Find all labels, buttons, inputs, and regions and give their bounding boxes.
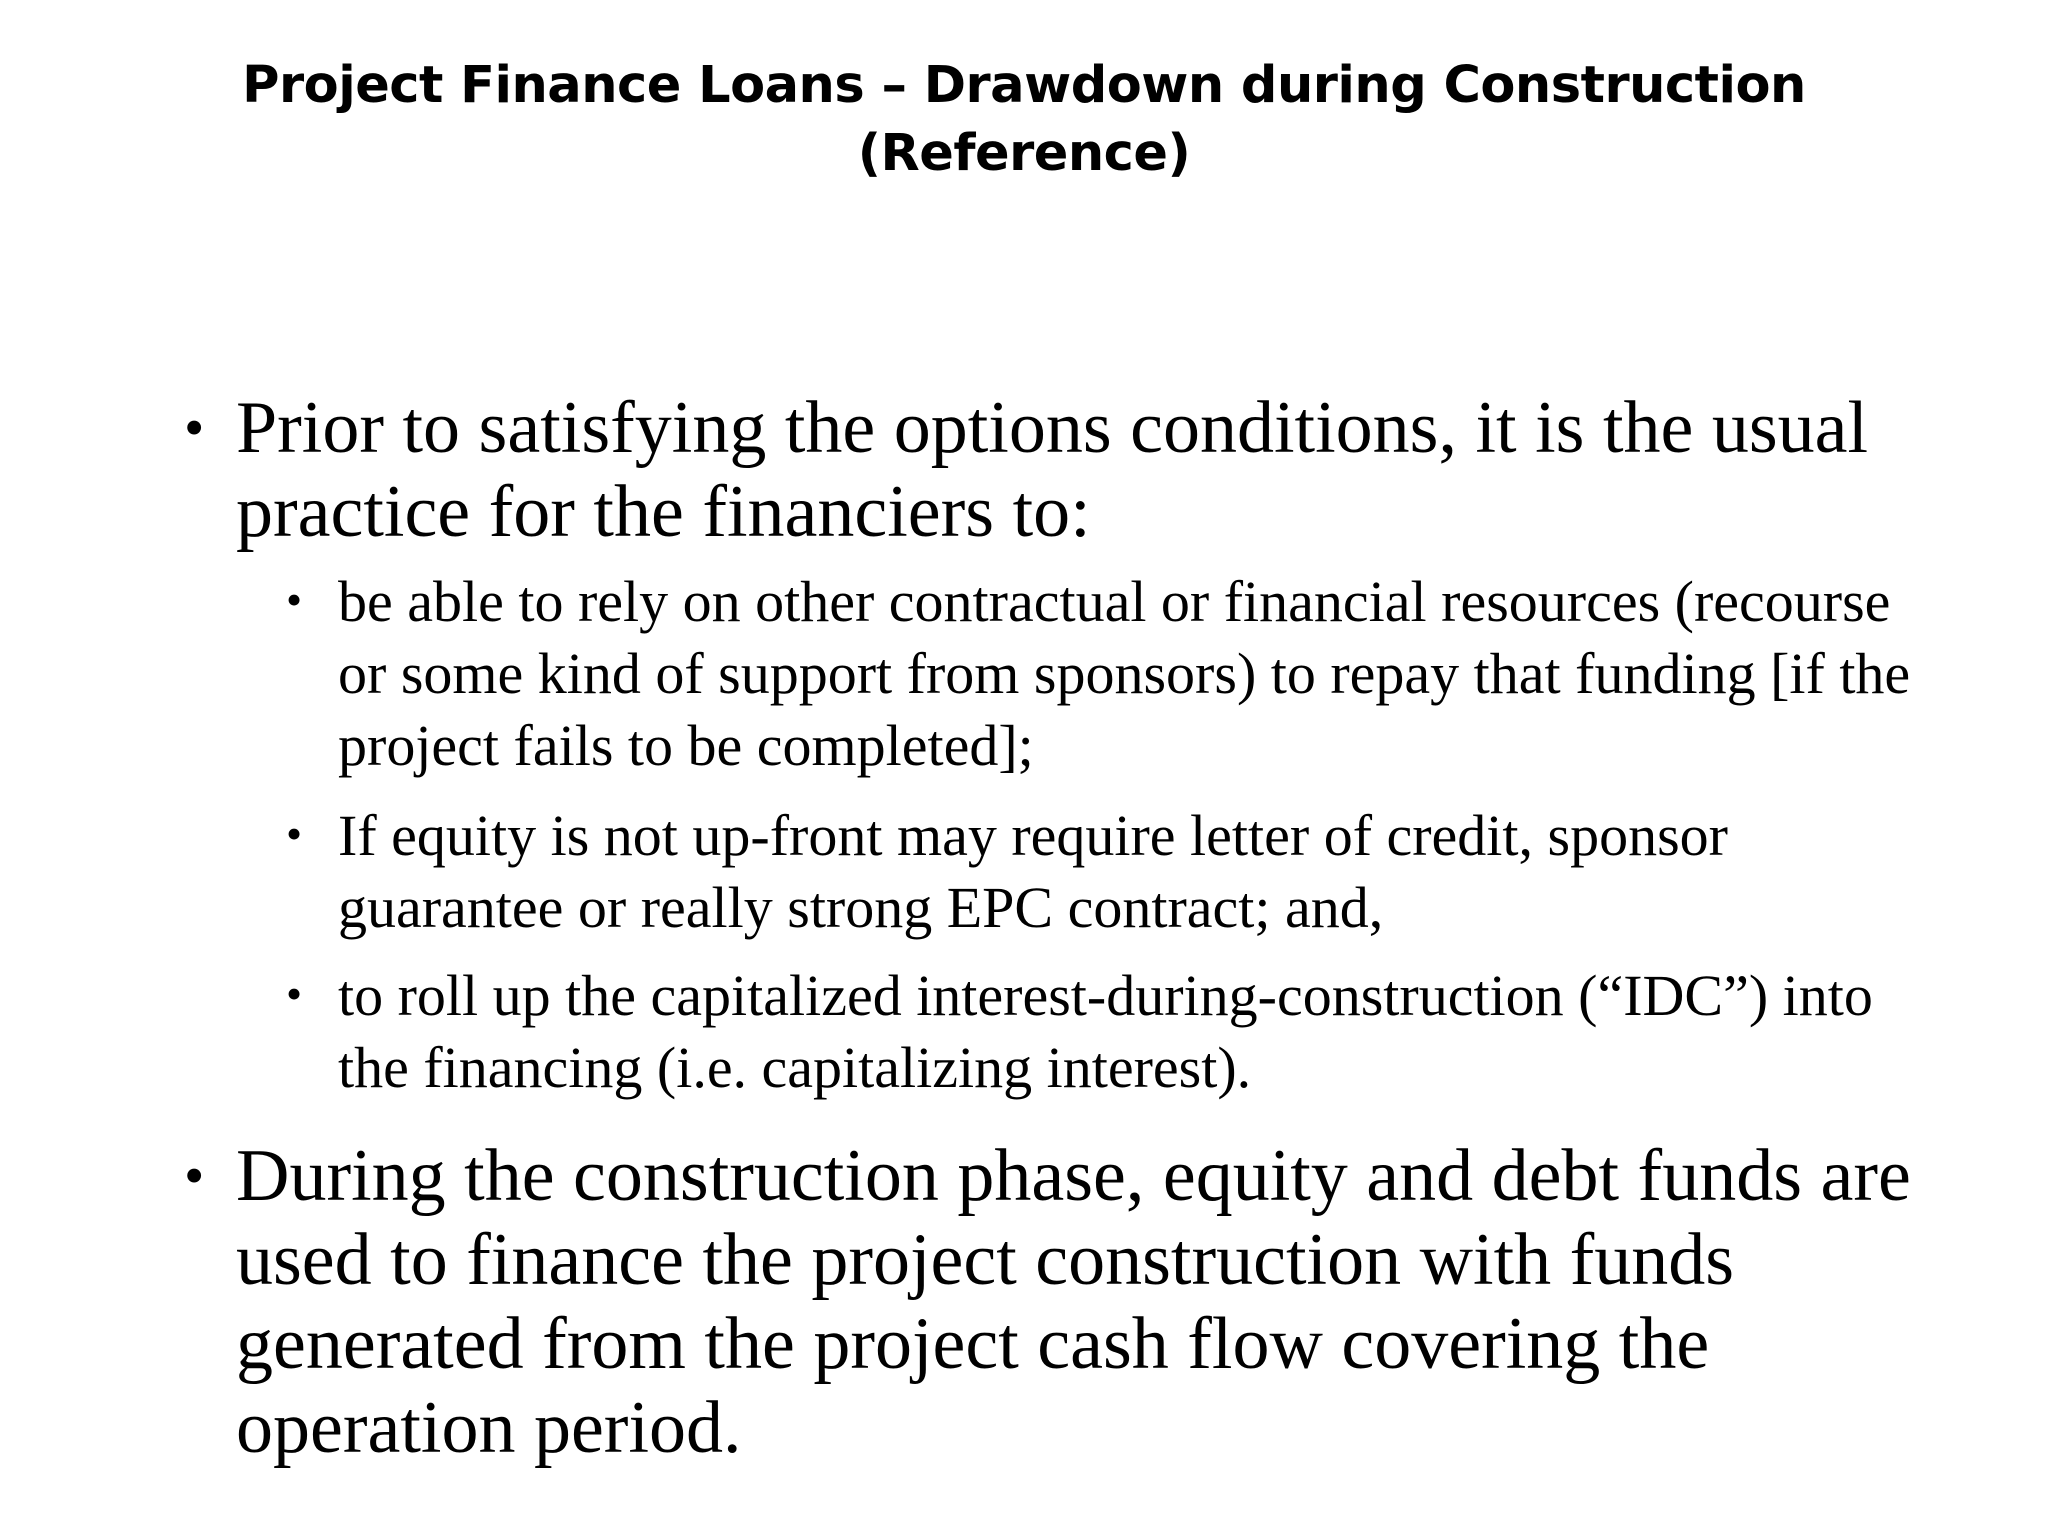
bullet-item-1 bbox=[184, 386, 1944, 554]
bullet-marker: • bbox=[184, 1143, 205, 1208]
sub-bullet-text: to roll up the capitalized interest-during-construction (“IDC”) into the financing (i.e. capitalizing interest). bbox=[338, 963, 1873, 1100]
bullet-text: Prior to satisfying the options conditions, it is the usual practice for the financiers to: bbox=[236, 387, 1869, 553]
bullet-marker: • bbox=[184, 395, 205, 460]
sub-bullet-text: be able to rely on other contractual or financial resources (recourse or some kind of support from sponsors) to repay that funding [if the project fails to be completed]; bbox=[338, 569, 1911, 778]
slide-title-line-1: Project Finance Loans – Drawdown during Construction bbox=[242, 56, 1806, 115]
sub-bullet-item-2 bbox=[286, 800, 1946, 944]
sub-bullet-marker: • bbox=[286, 574, 303, 625]
bullet-item-2 bbox=[184, 1134, 1944, 1470]
sub-bullet-marker: • bbox=[286, 968, 303, 1019]
sub-bullet-item-3 bbox=[286, 960, 1946, 1104]
sub-bullet-marker: • bbox=[286, 808, 303, 859]
slide-title bbox=[0, 52, 2048, 188]
sub-bullet-text: If equity is not up-front may require letter of credit, sponsor guarantee or really strong EPC contract; and, bbox=[338, 803, 1728, 940]
sub-bullet-item-1 bbox=[286, 566, 1946, 782]
bullet-text: During the construction phase, equity and debt funds are used to finance the project construction with funds generated from the project cash flow covering the operation period. bbox=[236, 1135, 1911, 1469]
slide-title-line-2: (Reference) bbox=[857, 124, 1191, 183]
